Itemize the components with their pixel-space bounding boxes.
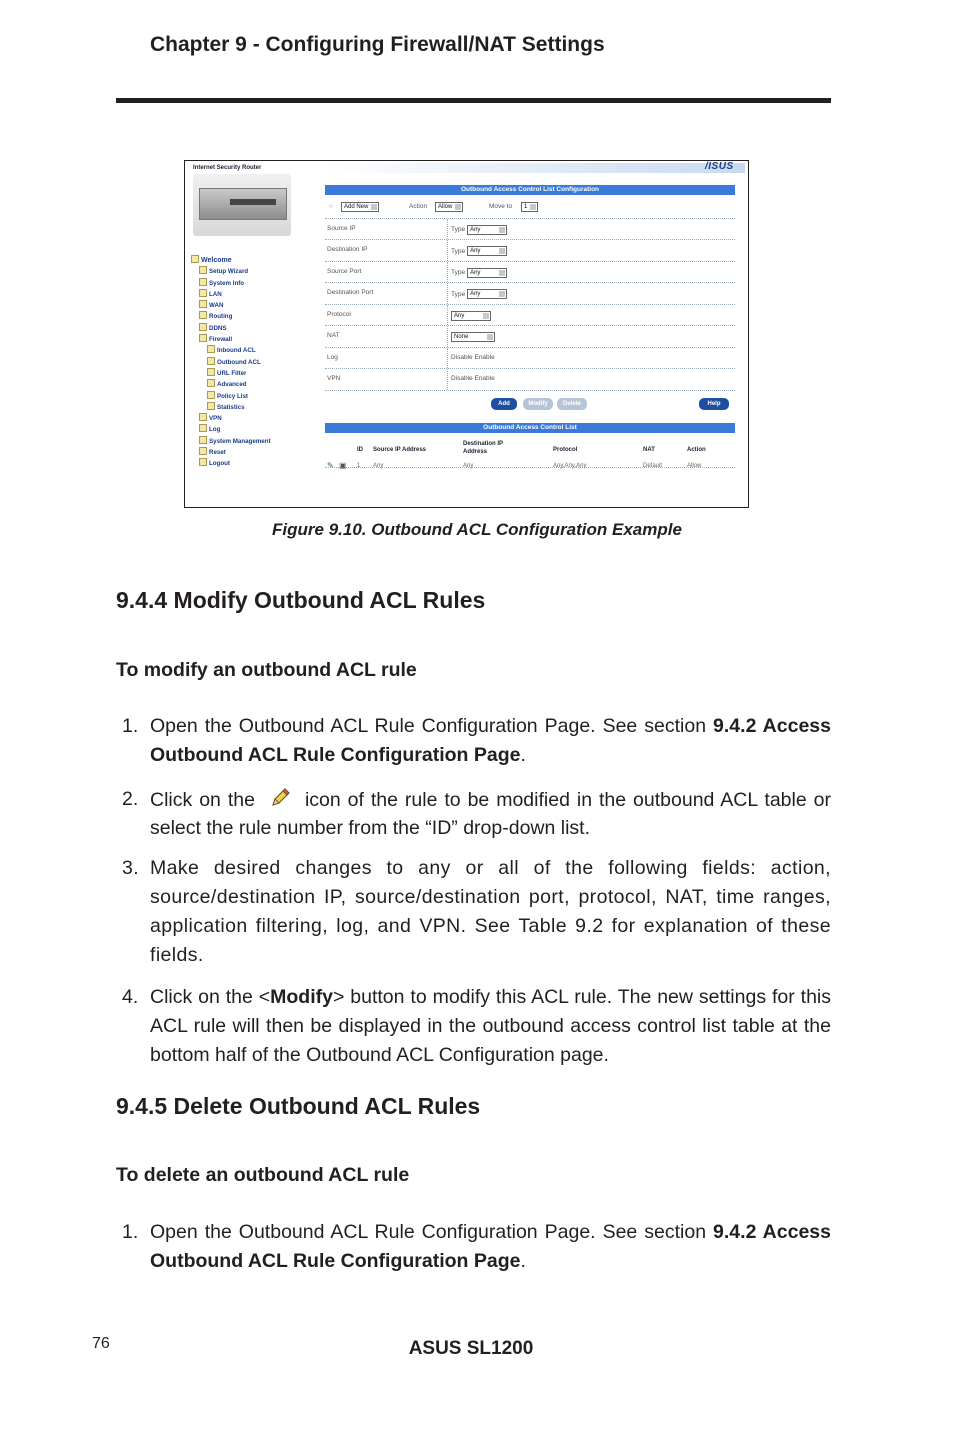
nav-tree-label: WAN [209,302,224,310]
step-944-2 [122,787,831,841]
nav-tree-label: VPN [209,415,222,423]
button-row [325,391,735,417]
list-row [325,461,735,475]
nav-tree-label: Advanced [217,381,247,389]
nav-tree-label: Reset [209,449,226,457]
nav-tree-label: DDNS [209,324,227,332]
folder-icon [199,458,207,466]
list-panel-title: Outbound Access Control List [325,423,735,433]
row-nat: Default [643,463,663,469]
row-source: Any [373,463,384,469]
page-number: 76 [92,1335,110,1352]
folder-icon [191,255,199,263]
form-row-select: Any [467,289,507,299]
id-select: Add New [341,202,379,212]
form-row [325,326,735,348]
nav-tree-item [191,323,301,334]
nav-tree-item [191,266,301,277]
nav-tree-label: Setup Wizard [209,268,249,276]
form-row-radio: Disable Enable [451,353,495,361]
step-number: 3. [122,857,140,879]
nav-tree-item [191,278,301,289]
row-action: Allow [687,463,702,469]
nav-tree-label: Firewall [209,336,233,344]
nav-tree-item [191,413,301,424]
folder-icon [199,311,207,319]
nav-tree-label: System Management [209,437,271,445]
section-reference: 9.4.2 Access Outbound ACL Rule Configuration Page [150,1221,831,1272]
folder-icon [199,334,207,342]
section-944-heading: 9.4.4 Modify Outbound ACL Rules [116,587,486,613]
step-text: Open the Outbound ACL Rule Configuration Page. See section [150,1221,714,1243]
add-button: Add [491,398,517,410]
nav-tree-item [191,357,301,368]
footer-product-name: ASUS SL1200 [408,1338,534,1359]
form-row [325,240,735,262]
col-header-protocol: Protocol [553,447,578,453]
nav-tree-item [191,311,301,322]
form-row-prefix: Type [451,269,466,277]
action-label: Action [409,203,428,210]
folder-icon [199,413,207,421]
folder-icon [199,266,207,274]
nav-tree-label: System Info [209,279,245,287]
nav-tree-item [191,334,301,345]
header-rule [116,98,831,103]
step-text: Open the Outbound ACL Rule Configuration Page. See section [150,715,714,737]
step-text-end: > button to modify this ACL rule. The new settings for this ACL rule will then be displayed in the outbound access control list table at the bottom half of the Outbound ACL Configuration page. [150,986,831,1066]
figure-screenshot [184,160,749,508]
section-945-subheading: To delete an outbound ACL rule [116,1164,410,1186]
nav-tree-item [191,345,301,356]
step-944-1 [122,712,831,770]
folder-icon [199,436,207,444]
edit-pencil-icon [269,787,291,816]
nav-tree-label: Outbound ACL [217,358,261,366]
form-row-label: Destination Port [327,289,374,296]
folder-icon [207,345,215,353]
step-text: Click on the [150,789,255,811]
form-row-label: Source Port [327,267,362,275]
form-row [325,305,735,327]
nav-tree-label: Routing [209,313,233,321]
col-header-source: Source IP Address [373,447,427,453]
folder-icon [199,447,207,455]
nav-tree-item [191,391,301,402]
col-header-nat: NAT [643,447,655,453]
folder-icon [207,357,215,365]
step-944-4 [122,983,831,1070]
nav-tree-label: LAN [209,290,222,298]
step-text: Make desired changes to any or all of the following fields: action, source/destination IP, source/destination port, protocol, NAT, time ranges, application filtering, log, and VPN. See Table 9.2 for explanation of these fields. [150,857,831,966]
step-text-end: icon of the rule to be modified in the outbound ACL table or select the rule number from the “ID” drop-down list. [150,789,831,839]
folder-icon [199,300,207,308]
row-id: 1 [357,463,361,469]
step-text-end: . [520,1250,526,1272]
nav-tree-item [191,424,301,435]
action-select: Allow [435,202,463,212]
form-row-select: Any [467,246,507,256]
nav-tree-item [191,300,301,311]
nav-tree-item [191,436,301,447]
nav-tree-item [191,379,301,390]
step-number: 1. [122,1221,139,1243]
screenshot-brand-label: Internet Security Router [193,165,262,171]
nav-tree-item [191,255,301,266]
figure-caption: Figure 9.10. Outbound ACL Configuration Example [272,520,682,539]
step-number: 1. [122,715,139,737]
trash-icon: ▣ [339,461,347,470]
help-button: Help [699,398,729,410]
form-row-select: None [451,332,495,342]
nav-tree-item [191,458,301,469]
folder-icon [199,278,207,286]
asus-logo: /ISUS [705,161,734,172]
nav-tree-label: Logout [209,460,230,468]
router-image [193,174,291,236]
form-row [325,219,735,241]
nav-tree-item [191,402,301,413]
nav-tree-item [191,368,301,379]
folder-icon [207,402,215,410]
top-row [325,197,735,219]
folder-icon [199,323,207,331]
form-row-label: VPN [327,375,341,382]
form-row-prefix: Type [451,226,466,234]
form-row-select: Any [467,225,507,235]
folder-icon [199,289,207,297]
screenshot-topbar [325,163,745,173]
form-row-prefix: Type [451,290,466,298]
section-945-heading: 9.4.5 Delete Outbound ACL Rules [116,1093,481,1119]
move-label: Move to [489,203,513,210]
id-radio-icon: ○ [329,203,333,210]
form-row [325,348,735,370]
form-row-label: NAT [327,332,340,339]
nav-tree-label: Policy List [217,392,248,400]
form-row-label: Source IP [327,224,356,232]
col-header-action: Action [687,447,706,453]
folder-icon [199,424,207,432]
form-row [325,369,735,391]
nav-tree-item [191,289,301,300]
move-select: 1 [521,202,538,212]
chapter-header: Chapter 9 - Configuring Firewall/NAT Settings [150,33,605,56]
folder-icon [207,368,215,376]
nav-tree-label: Statistics [217,403,245,411]
step-text-end: . [520,744,526,766]
screenshot-nav-tree [191,255,301,470]
folder-icon [207,379,215,387]
nav-tree-label: Inbound ACL [217,347,256,355]
form-row-label: Log [327,353,338,361]
form-row [325,262,735,284]
nav-tree-label: URL Filter [217,369,247,377]
nav-tree-label: Log [209,426,221,434]
nav-tree-label: Welcome [201,257,232,264]
step-text: Click on the < [150,986,271,1008]
modify-button: Modify [523,398,553,410]
modify-term: Modify [270,986,333,1008]
step-944-3 [122,854,831,970]
form-row-select: Any [467,268,507,278]
step-945-1 [122,1218,831,1276]
edit-pencil-icon: ✎ [327,461,334,470]
section-944-subheading: To modify an outbound ACL rule [116,659,417,681]
form-row-prefix: Type [451,247,466,255]
form-row-label: Destination IP [327,246,368,253]
row-destination: Any [463,463,474,469]
row-protocol: Any,Any,Any [553,463,587,469]
col-header-id: ID [357,447,363,453]
folder-icon [207,391,215,399]
form-row [325,283,735,305]
config-panel-title: Outbound Access Control List Configuration [325,185,735,195]
step-number: 2. [122,788,139,810]
delete-button: Delete [557,398,587,410]
form-row-select: Any [451,311,491,321]
step-number: 4. [122,986,139,1008]
config-form [325,197,735,417]
form-row-label: Protocol [327,310,351,318]
form-row-radio: Disable Enable [451,375,495,382]
nav-tree-item [191,447,301,458]
col-header-destination: Destination IP Address [463,441,503,455]
section-reference: 9.4.2 Access Outbound ACL Rule Configuration Page [150,715,831,766]
